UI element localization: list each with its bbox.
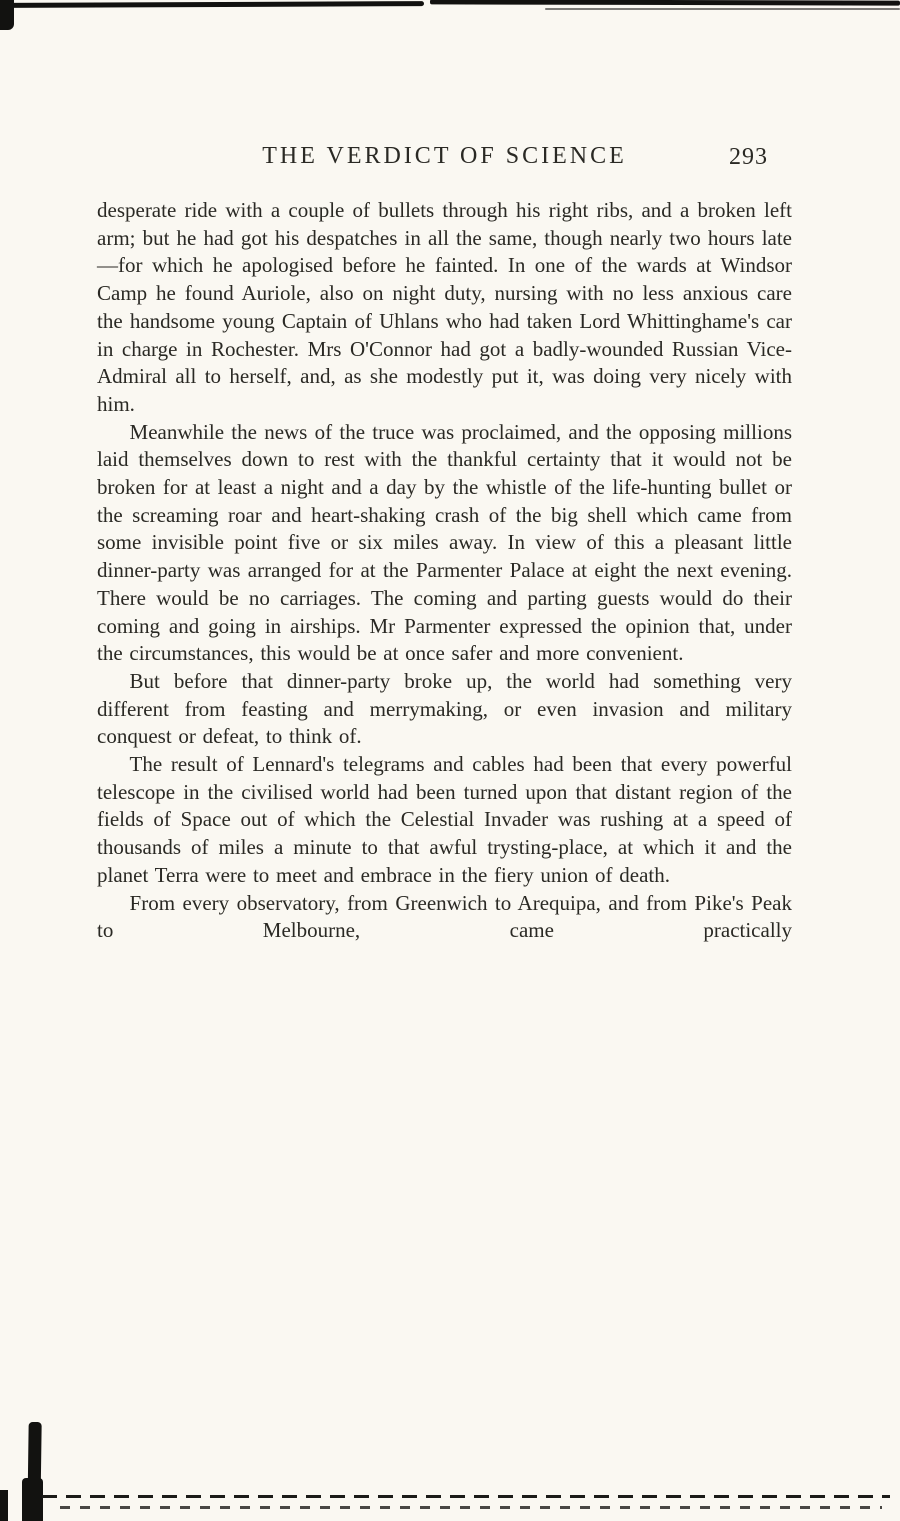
running-header bbox=[97, 143, 792, 173]
scan-artifact-corner bbox=[0, 1490, 8, 1521]
page-title: THE VERDICT OF SCIENCE bbox=[262, 143, 627, 169]
body-paragraph: Meanwhile the news of the truce was proclaimed, and the opposing millions laid themselves down to rest with the thankful certainty that it would not be broken for at least a night and a day by the whistle of the life-hunting bullet or the screaming roar and heart-shaking crash of the big shell which came from some invisible point five or six miles away. In view of this a pleasant little dinner-party was arranged for at the Parmenter Palace at eight the next evening. There would be no carriages. The coming and parting guests would do their coming and going in airships. Mr Parmenter expressed the opinion that, under the circumstances, this would be at once safer and more convenient. bbox=[97, 419, 792, 666]
page-number: 293 bbox=[729, 144, 768, 170]
text-block bbox=[97, 143, 792, 945]
scan-artifact-top-edge bbox=[6, 1, 424, 8]
scan-artifact-left-mark bbox=[22, 1478, 43, 1521]
scan-artifact-dashed-line bbox=[60, 1506, 882, 1509]
body-paragraph: But before that dinner-party broke up, the world had something very different from feasting and merrymaking, or even invasion and military conquest or defeat, to think of. bbox=[97, 668, 792, 749]
scan-artifact-top-edge bbox=[545, 8, 900, 10]
scan-artifact-corner bbox=[0, 0, 14, 30]
body-paragraph: The result of Lennard's telegrams and cables had been that every powerful telescope in the civilised world had been turned upon that distant region of the fields of Space out of which the Celestial Invader was rushing at a speed of thousands of miles a minute to that awful trysting-place, at which it and the planet Terra were to meet and embrace in the fiery union of death. bbox=[97, 752, 792, 887]
body-text bbox=[97, 197, 792, 945]
body-paragraph: From every observatory, from Greenwich to Arequipa, and from Pike's Peak to Melbourne, came practically bbox=[97, 890, 792, 943]
body-paragraph: desperate ride with a couple of bullets through his right ribs, and a broken left arm; but he had got his despatches in all the same, though nearly two hours late—for which he apologised before he fainted. In one of the wards at Windsor Camp he found Auriole, also on night duty, nursing with no less anxious care the handsome young Captain of Uhlans who had taken Lord Whittinghame's car in charge in Rochester. Mrs O'Connor had got a badly-wounded Russian Vice-Admiral all to herself, and, as she modestly put it, was doing very nicely with him. bbox=[97, 198, 792, 416]
scan-artifact-top-edge bbox=[430, 0, 900, 6]
scan-artifact-dashed-line bbox=[42, 1495, 890, 1498]
